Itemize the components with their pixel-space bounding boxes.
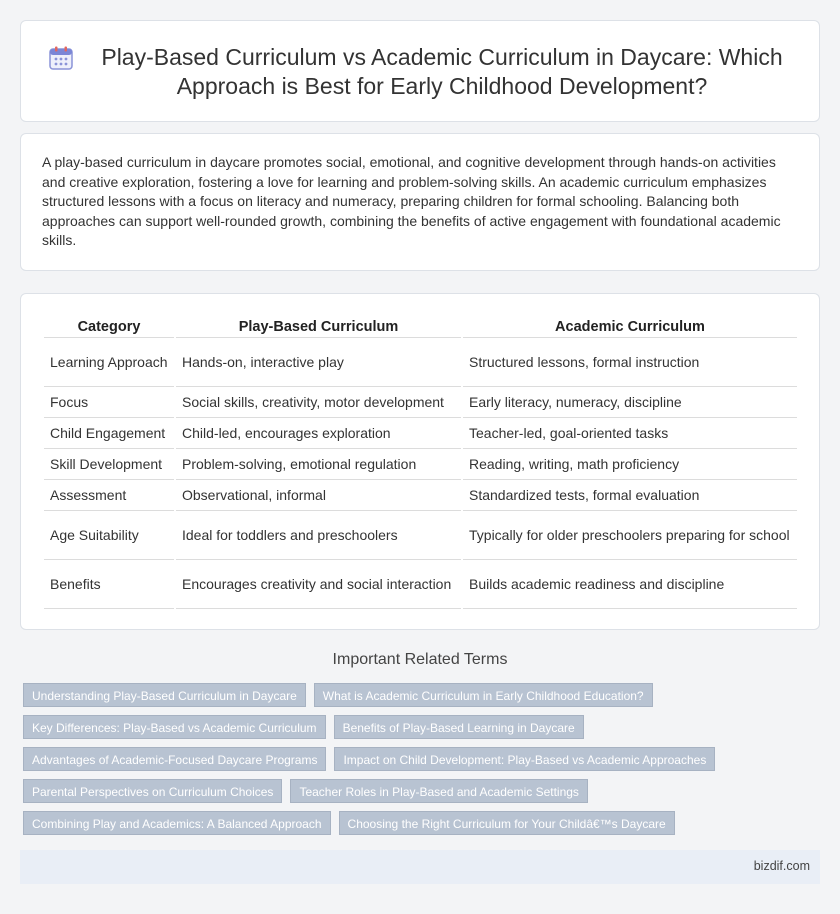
table-cell-academic: Structured lessons, formal instruction (463, 338, 797, 387)
table-cell-play-based: Problem-solving, emotional regulation (176, 449, 461, 480)
table-cell-academic: Typically for older preschoolers preparing for school (463, 511, 797, 560)
table-cell-category: Skill Development (44, 449, 174, 480)
table-row (44, 480, 797, 511)
calendar-icon (48, 45, 74, 71)
related-term-link[interactable]: Understanding Play-Based Curriculum in Daycare (23, 683, 306, 707)
table-cell-academic: Teacher-led, goal-oriented tasks (463, 418, 797, 449)
related-term-link[interactable]: Combining Play and Academics: A Balanced Approach (23, 811, 331, 835)
table-cell-academic: Builds academic readiness and discipline (463, 560, 797, 609)
footer-site-name: bizdif.com (753, 859, 810, 873)
table-cell-play-based: Hands-on, interactive play (176, 338, 461, 387)
table-cell-play-based: Encourages creativity and social interaction (176, 560, 461, 609)
table-cell-play-based: Ideal for toddlers and preschoolers (176, 511, 461, 560)
table-row (44, 449, 797, 480)
table-cell-play-based: Observational, informal (176, 480, 461, 511)
tag-row (23, 683, 823, 707)
summary-card (20, 133, 820, 271)
related-term-link[interactable]: Choosing the Right Curriculum for Your Childâ€™s Daycare (339, 811, 675, 835)
tag-row (23, 811, 823, 835)
table-cell-category: Benefits (44, 560, 174, 609)
column-header-academic: Academic Curriculum (463, 312, 797, 338)
table-cell-category: Child Engagement (44, 418, 174, 449)
table-cell-category: Focus (44, 387, 174, 418)
related-term-link[interactable]: What is Academic Curriculum in Early Childhood Education? (314, 683, 653, 707)
related-term-link[interactable]: Teacher Roles in Play-Based and Academic Settings (290, 779, 588, 803)
table-cell-category: Age Suitability (44, 511, 174, 560)
tag-row (23, 779, 823, 803)
tag-row (23, 715, 823, 739)
footer (20, 850, 820, 884)
related-term-link[interactable]: Key Differences: Play-Based vs Academic Curriculum (23, 715, 326, 739)
table-cell-play-based: Social skills, creativity, motor development (176, 387, 461, 418)
related-term-link[interactable]: Parental Perspectives on Curriculum Choices (23, 779, 282, 803)
related-terms-list (23, 683, 823, 843)
table-row (44, 418, 797, 449)
table-cell-play-based: Child-led, encourages exploration (176, 418, 461, 449)
table-row (44, 387, 797, 418)
table-header-row (44, 312, 797, 338)
column-header-category: Category (44, 312, 174, 338)
column-header-play-based: Play-Based Curriculum (176, 312, 461, 338)
table-cell-academic: Standardized tests, formal evaluation (463, 480, 797, 511)
table-row (44, 560, 797, 609)
summary-paragraph: A play-based curriculum in daycare promotes social, emotional, and cognitive development through hands-on activities and creative exploration, fostering a love for learning and problem-solving skills. An academic curriculum emphasizes structured lessons with a focus on literacy and numeracy, preparing children for formal schooling. Balancing both approaches can support well-rounded growth, combining the benefits of active engagement with foundational academic skills. (42, 154, 781, 248)
table-row (44, 338, 797, 387)
table-cell-academic: Early literacy, numeracy, discipline (463, 387, 797, 418)
related-term-link[interactable]: Advantages of Academic-Focused Daycare Programs (23, 747, 326, 771)
title-card (20, 20, 820, 122)
table-cell-academic: Reading, writing, math proficiency (463, 449, 797, 480)
comparison-table (42, 312, 799, 609)
comparison-table-card (20, 293, 820, 630)
related-term-link[interactable]: Benefits of Play-Based Learning in Daycare (334, 715, 584, 739)
table-cell-category: Learning Approach (44, 338, 174, 387)
related-terms-heading: Important Related Terms (332, 651, 508, 668)
table-row (44, 511, 797, 560)
table-cell-category: Assessment (44, 480, 174, 511)
page-title: Play-Based Curriculum vs Academic Curriculum in Daycare: Which Approach is Best for Early Childhood Development? (101, 44, 783, 99)
related-term-link[interactable]: Impact on Child Development: Play-Based vs Academic Approaches (334, 747, 715, 771)
tag-row (23, 747, 823, 771)
